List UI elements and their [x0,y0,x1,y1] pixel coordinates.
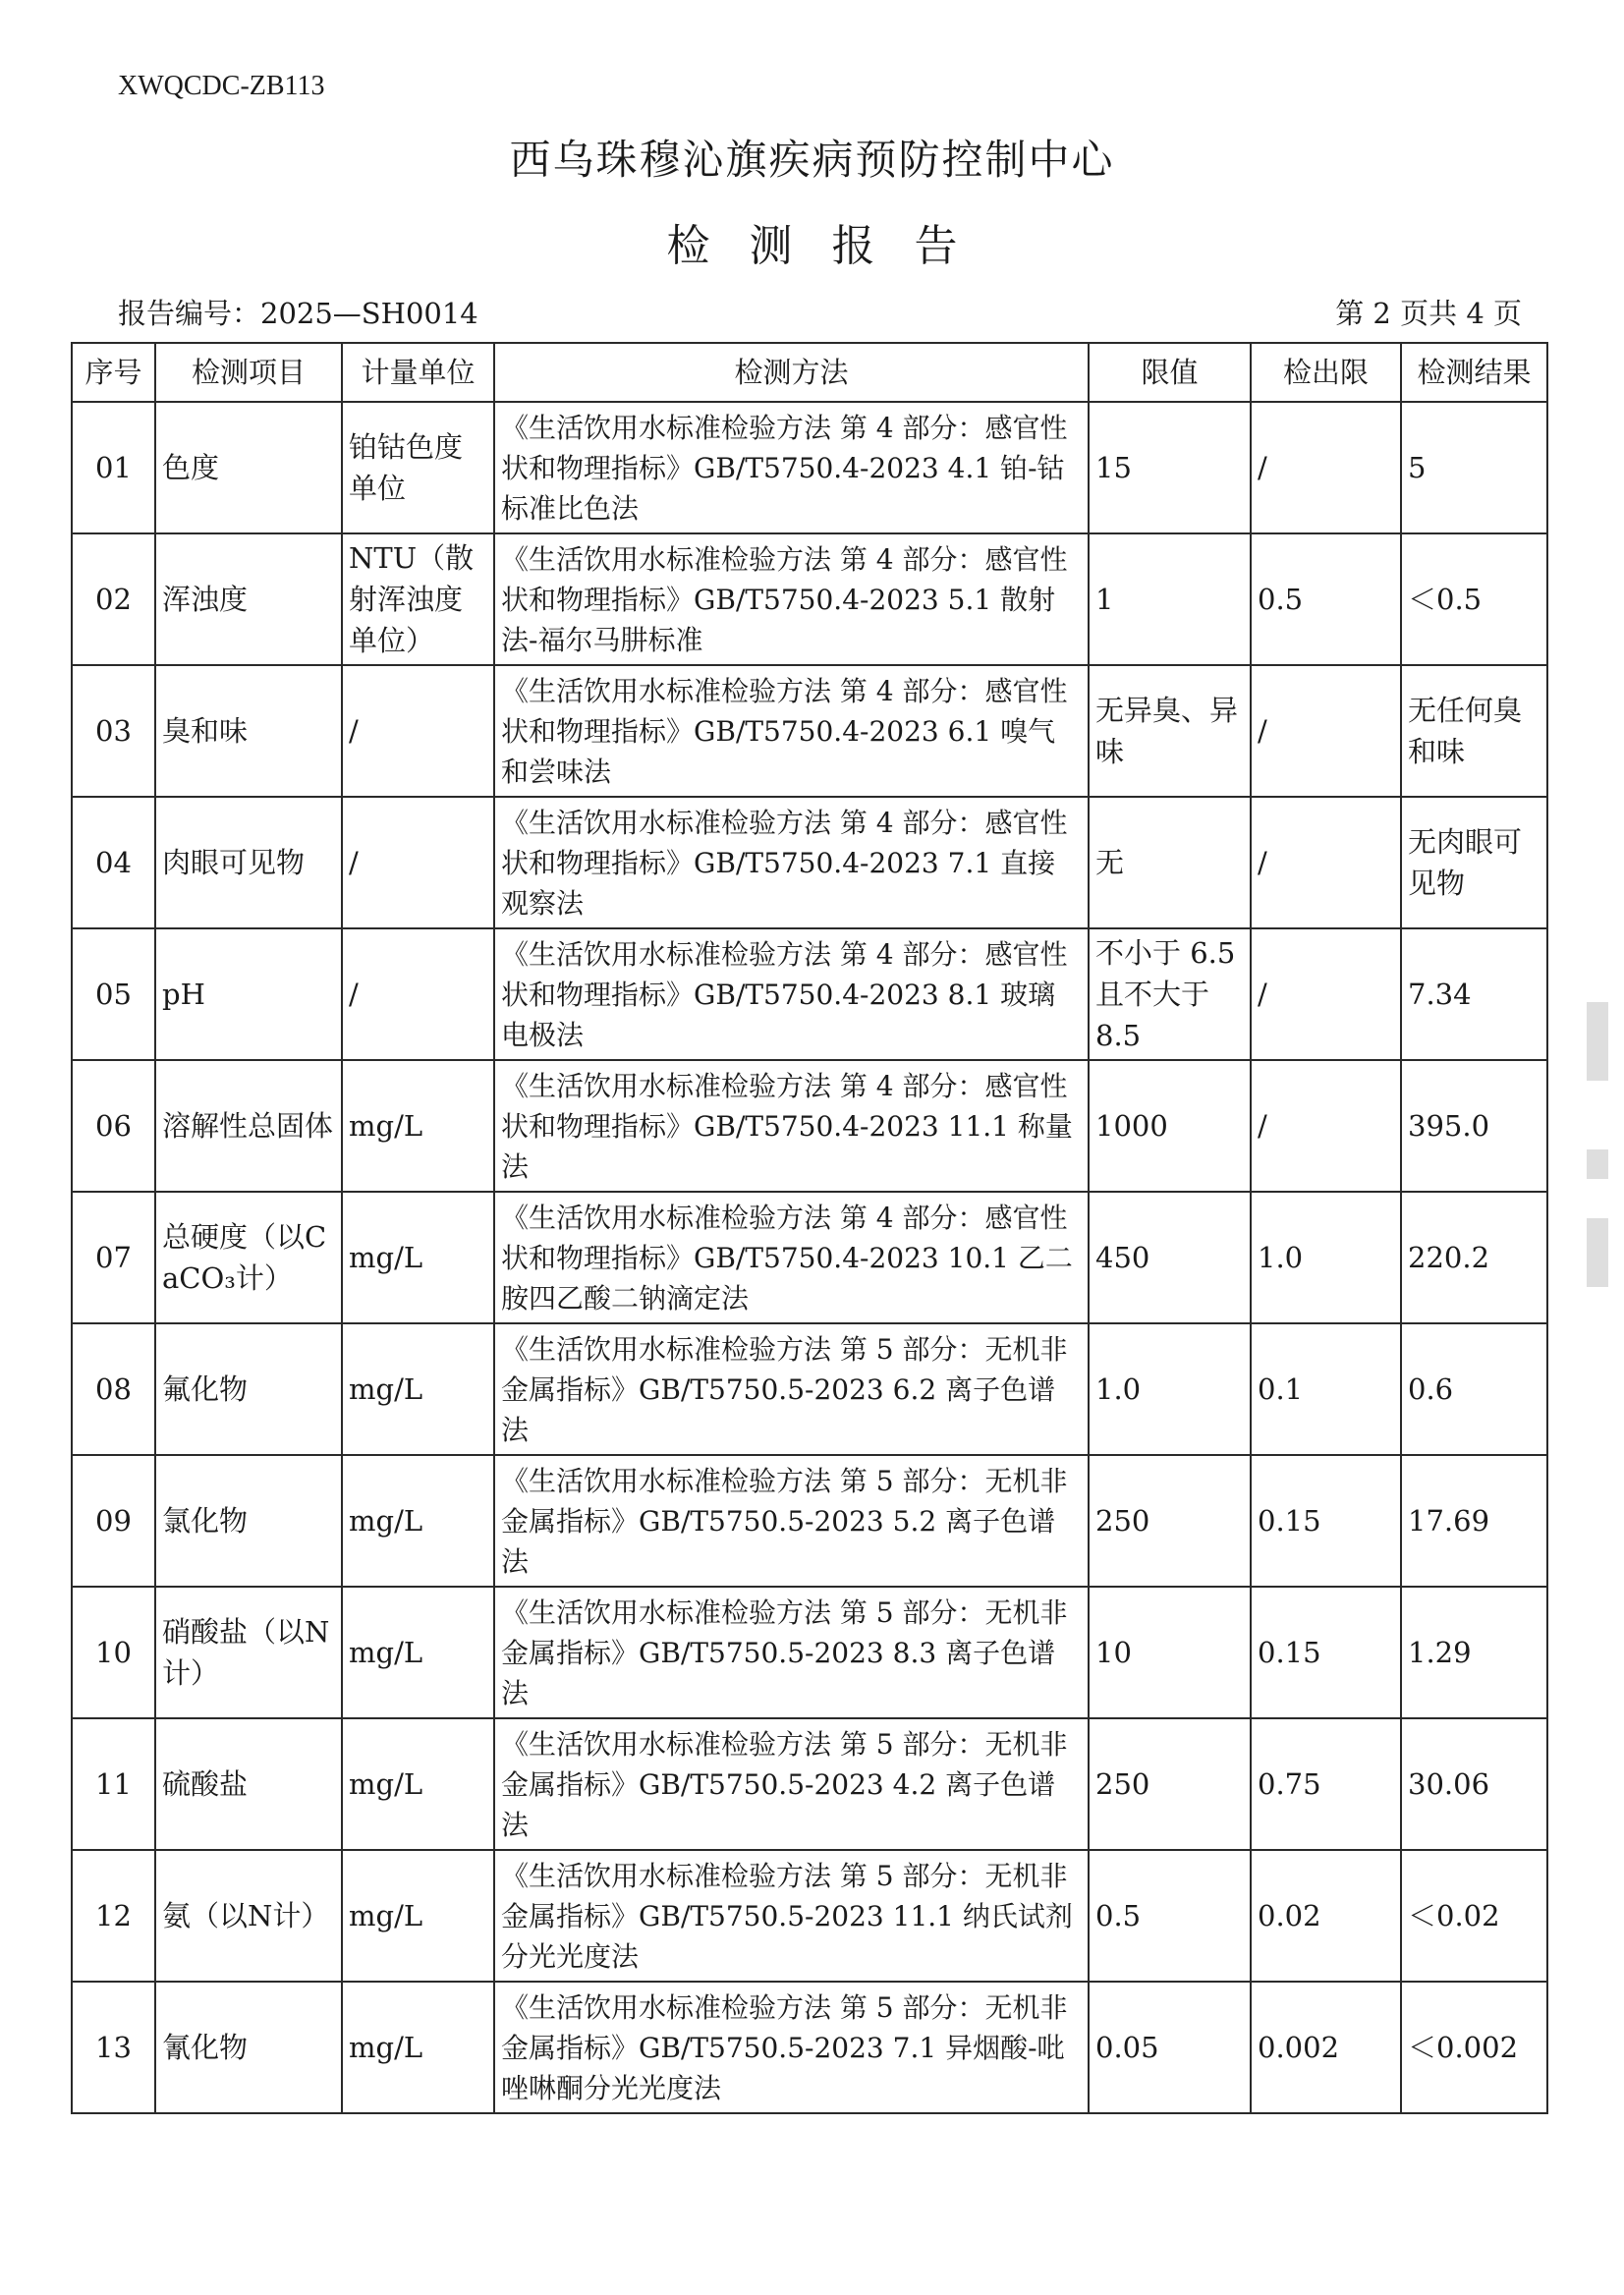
cell-unit: / [342,665,494,797]
cell-result: 无任何臭和味 [1401,665,1547,797]
report-title: 检测报告 [666,221,997,271]
cell-detection-limit: 0.75 [1251,1718,1401,1850]
cell-method: 《生活饮用水标准检验方法 第 5 部分：无机非金属指标》GB/T5750.5-2023 11.1 纳氏试剂分光光度法 [494,1850,1089,1982]
cell-limit: 250 [1089,1455,1251,1587]
cell-result: 无肉眼可见物 [1401,797,1547,928]
cell-unit: mg/L [342,1982,494,2113]
cell-method: 《生活饮用水标准检验方法 第 4 部分：感官性状和物理指标》GB/T5750.4-2023 8.1 玻璃电极法 [494,928,1089,1060]
cell-detection-limit: 0.15 [1251,1455,1401,1587]
cell-item: 总硬度（以CaCO₃计） [155,1192,342,1323]
cell-detection-limit: 0.1 [1251,1323,1401,1455]
table-row [72,665,1547,797]
cell-limit: 250 [1089,1718,1251,1850]
cell-no: 02 [72,533,155,665]
cell-result: 0.6 [1401,1323,1547,1455]
edge-seal-mark [1587,1218,1608,1287]
cell-method: 《生活饮用水标准检验方法 第 5 部分：无机非金属指标》GB/T5750.5-2023 8.3 离子色谱法 [494,1587,1089,1718]
cell-limit: 不小于 6.5 且不大于 8.5 [1089,928,1251,1060]
cell-item: 浑浊度 [155,533,342,665]
cell-result: ＜0.002 [1401,1982,1547,2113]
table-row [72,1192,1547,1323]
cell-no: 10 [72,1587,155,1718]
cell-no: 05 [72,928,155,1060]
cell-limit: 15 [1089,402,1251,533]
table-row [72,1060,1547,1192]
cell-no: 06 [72,1060,155,1192]
cell-limit: 0.05 [1089,1982,1251,2113]
cell-detection-limit: 0.02 [1251,1850,1401,1982]
table-row [72,533,1547,665]
cell-item: 色度 [155,402,342,533]
cell-item: 氰化物 [155,1982,342,2113]
header-limit: 限值 [1089,343,1251,402]
cell-no: 12 [72,1850,155,1982]
cell-detection-limit: 0.002 [1251,1982,1401,2113]
cell-result: 5 [1401,402,1547,533]
cell-unit: mg/L [342,1060,494,1192]
cell-method: 《生活饮用水标准检验方法 第 5 部分：无机非金属指标》GB/T5750.5-2023 5.2 离子色谱法 [494,1455,1089,1587]
cell-limit: 450 [1089,1192,1251,1323]
cell-no: 11 [72,1718,155,1850]
table-row [72,1850,1547,1982]
cell-no: 07 [72,1192,155,1323]
cell-result: ＜0.5 [1401,533,1547,665]
cell-limit: 0.5 [1089,1850,1251,1982]
cell-no: 13 [72,1982,155,2113]
cell-detection-limit: 1.0 [1251,1192,1401,1323]
cell-result: ＜0.02 [1401,1850,1547,1982]
page-indicator: 第 2 页共 4 页 [1335,297,1522,330]
cell-result: 1.29 [1401,1587,1547,1718]
cell-unit: mg/L [342,1323,494,1455]
report-number: 报告编号：2025—SH0014 [118,297,478,330]
cell-detection-limit: / [1251,1060,1401,1192]
cell-method: 《生活饮用水标准检验方法 第 4 部分：感官性状和物理指标》GB/T5750.4-2023 11.1 称量法 [494,1060,1089,1192]
cell-result: 395.0 [1401,1060,1547,1192]
table-row [72,928,1547,1060]
table-row [72,1982,1547,2113]
cell-detection-limit: 0.5 [1251,533,1401,665]
table-row [72,797,1547,928]
cell-item: 臭和味 [155,665,342,797]
cell-limit: 无异臭、异味 [1089,665,1251,797]
cell-item: 肉眼可见物 [155,797,342,928]
cell-detection-limit: 0.15 [1251,1587,1401,1718]
cell-no: 03 [72,665,155,797]
cell-limit: 1.0 [1089,1323,1251,1455]
cell-limit: 无 [1089,797,1251,928]
cell-detection-limit: / [1251,402,1401,533]
cell-result: 220.2 [1401,1192,1547,1323]
header-unit: 计量单位 [342,343,494,402]
results-body [72,402,1547,2113]
cell-unit: NTU（散射浑浊度单位） [342,533,494,665]
organization-title: 西乌珠穆沁旗疾病预防控制中心 [509,136,1115,184]
table-header-row [72,343,1547,402]
table-row [72,1587,1547,1718]
header-no: 序号 [72,343,155,402]
cell-method: 《生活饮用水标准检验方法 第 4 部分：感官性状和物理指标》GB/T5750.4-2023 5.1 散射法-福尔马肼标准 [494,533,1089,665]
cell-result: 17.69 [1401,1455,1547,1587]
document-code: XWQCDC-ZB113 [118,71,325,101]
cell-no: 01 [72,402,155,533]
header-item: 检测项目 [155,343,342,402]
cell-method: 《生活饮用水标准检验方法 第 5 部分：无机非金属指标》GB/T5750.5-2023 7.1 异烟酸-吡唑啉酮分光光度法 [494,1982,1089,2113]
cell-unit: mg/L [342,1587,494,1718]
header-detection-limit: 检出限 [1251,343,1401,402]
header-method: 检测方法 [494,343,1089,402]
cell-unit: mg/L [342,1192,494,1323]
cell-item: 氟化物 [155,1323,342,1455]
cell-detection-limit: / [1251,665,1401,797]
table-row [72,1455,1547,1587]
cell-unit: / [342,928,494,1060]
table-row [72,402,1547,533]
edge-seal-mark [1587,1002,1608,1081]
cell-unit: mg/L [342,1718,494,1850]
cell-result: 7.34 [1401,928,1547,1060]
cell-method: 《生活饮用水标准检验方法 第 4 部分：感官性状和物理指标》GB/T5750.4-2023 7.1 直接观察法 [494,797,1089,928]
cell-method: 《生活饮用水标准检验方法 第 4 部分：感官性状和物理指标》GB/T5750.4-2023 4.1 铂-钴标准比色法 [494,402,1089,533]
results-table [71,342,1548,2114]
cell-limit: 1000 [1089,1060,1251,1192]
cell-item: 硝酸盐（以N计） [155,1587,342,1718]
cell-item: pH [155,928,342,1060]
cell-detection-limit: / [1251,928,1401,1060]
cell-item: 硫酸盐 [155,1718,342,1850]
edge-seal-mark [1587,1149,1608,1179]
cell-item: 氯化物 [155,1455,342,1587]
cell-unit: mg/L [342,1455,494,1587]
cell-unit: 铂钴色度单位 [342,402,494,533]
cell-item: 氨（以N计） [155,1850,342,1982]
cell-no: 04 [72,797,155,928]
cell-no: 09 [72,1455,155,1587]
cell-item: 溶解性总固体 [155,1060,342,1192]
cell-method: 《生活饮用水标准检验方法 第 5 部分：无机非金属指标》GB/T5750.5-2023 6.2 离子色谱法 [494,1323,1089,1455]
cell-unit: mg/L [342,1850,494,1982]
table-row [72,1323,1547,1455]
cell-method: 《生活饮用水标准检验方法 第 4 部分：感官性状和物理指标》GB/T5750.4-2023 6.1 嗅气和尝味法 [494,665,1089,797]
cell-method: 《生活饮用水标准检验方法 第 5 部分：无机非金属指标》GB/T5750.5-2023 4.2 离子色谱法 [494,1718,1089,1850]
cell-no: 08 [72,1323,155,1455]
header-result: 检测结果 [1401,343,1547,402]
cell-limit: 10 [1089,1587,1251,1718]
cell-unit: / [342,797,494,928]
cell-limit: 1 [1089,533,1251,665]
cell-result: 30.06 [1401,1718,1547,1850]
table-row [72,1718,1547,1850]
cell-method: 《生活饮用水标准检验方法 第 4 部分：感官性状和物理指标》GB/T5750.4-2023 10.1 乙二胺四乙酸二钠滴定法 [494,1192,1089,1323]
cell-detection-limit: / [1251,797,1401,928]
